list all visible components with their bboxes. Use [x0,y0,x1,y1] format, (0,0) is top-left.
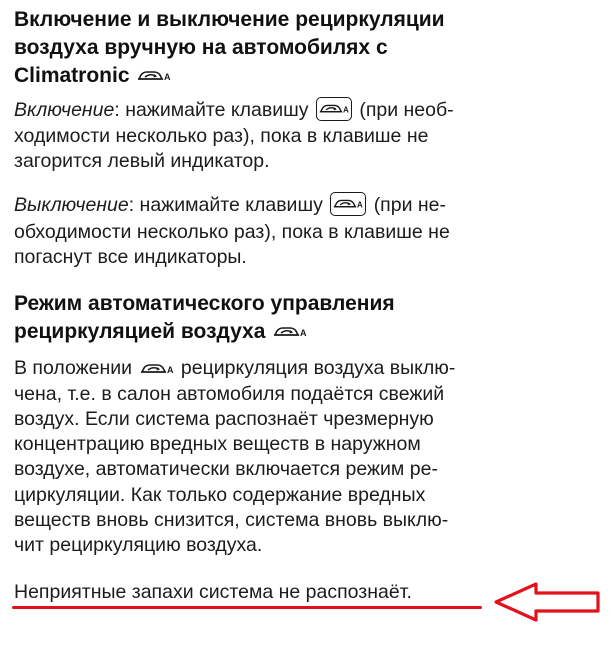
off-para-line2: обходимости несколько раз), пока в клавише не [14,221,450,243]
auto-para-line5: воздухе, автоматически включается режим ре- [14,458,438,480]
on-para-line1 [14,98,454,122]
auto-text-b: рециркуляция воздуха выклю- [180,357,456,379]
on-para-line2: ходимости несколько раз), пока в клавише не [14,125,429,147]
off-text-a: : нажимайте клавишу [128,194,323,216]
auto-text-a: В положении [14,357,133,379]
auto-para-line7: веществ вновь снизится, система вновь выклю- [14,509,449,531]
section1-title-line1: Включение и выключение рециркуляции [14,8,445,31]
auto-para-line3: воздух. Если система распознаёт чрезмерную [14,408,434,430]
off-para-line3: погаснут все индикаторы. [14,246,247,268]
section1-title-line3 [14,62,173,90]
red-arrow-icon [490,580,606,624]
on-label: Включение [14,99,115,121]
recirculation-auto-icon [273,324,307,340]
auto-para-line8: чит рециркуляцию воздуха. [14,534,263,556]
off-para-line1 [14,193,446,217]
on-text-b: (при необ- [359,99,454,121]
recirculation-key-icon [316,97,352,121]
on-para-line3: загорится левый индикатор. [14,150,270,172]
auto-para-line2: чена, т.е. в салон автомобиля подаётся свежий [14,383,445,405]
recirculation-key-icon [330,192,366,216]
section2-title-text: рециркуляцией воздуха [14,320,266,343]
auto-para-line4: концентрацию вредных веществ в наружном [14,433,421,455]
red-underline [12,606,482,609]
auto-para-line6: циркуляции. Как только содержание вредных [14,484,426,506]
recirculation-auto-icon [137,68,171,84]
odor-note: Неприятные запахи система не распознаёт. [14,581,412,603]
section2-title-line2 [14,318,309,346]
section1-title-text: Climatronic [14,64,130,87]
off-label: Выключение [14,194,129,216]
section2-title-line1: Режим автоматического управления [14,292,395,315]
off-text-b: (при не- [373,194,447,216]
on-text-a: : нажимайте клавишу [114,99,309,121]
section1-title-line2: воздуха вручную на автомобилях с [14,36,388,59]
recirculation-auto-icon [140,361,174,377]
auto-para-line1 [14,356,455,380]
